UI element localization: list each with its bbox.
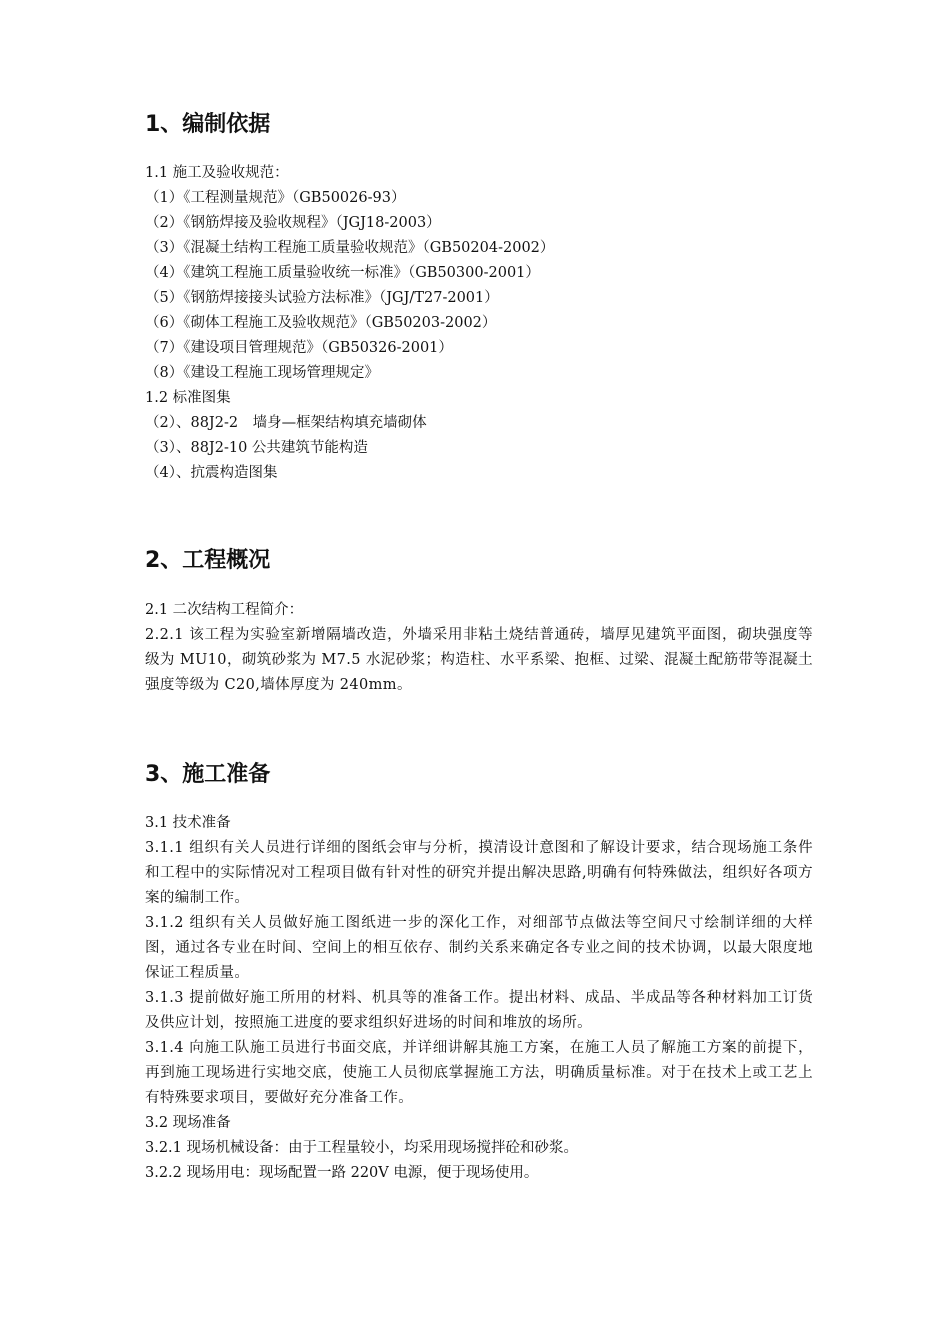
section-1-heading: 1、编制依据 xyxy=(145,112,271,137)
subsection-1-2-title: 1.2 标准图集 xyxy=(145,390,231,406)
paragraph-3-1-1: 3.1.1 组织有关人员进行详细的图纸会审与分析，摸清设计意图和了解设计要求，结合现场施工条件和工程中的实际情况对工程项目做有针对性的研究并提出解决思路,明确有何特殊做法，组织好各项方案的编制工作。 xyxy=(145,840,813,906)
atlas-item-4: （4）、抗震构造图集 xyxy=(145,465,278,481)
paragraph-3-2-2: 3.2.2 现场用电：现场配置一路 220V 电源，便于现场使用。 xyxy=(145,1165,539,1181)
spec-item-1: （1）《工程测量规范》（GB50026-93） xyxy=(145,190,406,206)
spec-item-4: （4）《建筑工程施工质量验收统一标准》（GB50300-2001） xyxy=(145,265,540,281)
section-3-heading: 3、施工准备 xyxy=(145,762,271,787)
spec-item-8: （8）《建设工程施工现场管理规定》 xyxy=(145,365,379,381)
subsection-1-1-title: 1.1 施工及验收规范： xyxy=(145,165,289,181)
paragraph-3-1-4: 3.1.4 向施工队施工员进行书面交底，并详细讲解其施工方案，在施工人员了解施工方案的前提下，再到施工现场进行实地交底，使施工人员彻底掌握施工方法，明确质量标准。对于在技术上或工艺上有特殊要求项目，要做好充分准备工作。 xyxy=(145,1040,813,1106)
spec-item-6: （6）《砌体工程施工及验收规范》（GB50203-2002） xyxy=(145,315,497,331)
subsection-2-1-title: 2.1 二次结构工程简介： xyxy=(145,602,304,618)
atlas-item-2: （2）、88J2-2 墙身—框架结构填充墙砌体 xyxy=(145,415,427,431)
spec-item-7: （7）《建设项目管理规范》（GB50326-2001） xyxy=(145,340,453,356)
spec-item-2: （2）《钢筋焊接及验收规程》（JGJ18-2003） xyxy=(145,215,441,231)
atlas-item-3: （3）、88J2-10 公共建筑节能构造 xyxy=(145,440,368,456)
paragraph-3-1-3: 3.1.3 提前做好施工所用的材料、机具等的准备工作。提出材料、成品、半成品等各种材料加工订货及供应计划，按照施工进度的要求组织好进场的时间和堆放的场所。 xyxy=(145,990,813,1031)
paragraph-3-2-1: 3.2.1 现场机械设备：由于工程量较小，均采用现场搅拌砼和砂浆。 xyxy=(145,1140,579,1156)
section-2-heading: 2、工程概况 xyxy=(145,548,271,573)
paragraph-3-1-2: 3.1.2 组织有关人员做好施工图纸进一步的深化工作，对细部节点做法等空间尺寸绘制详细的大样图，通过各专业在时间、空间上的相互依存、制约关系来确定各专业之间的技术协调，以最大限度地保证工程质量。 xyxy=(145,915,813,981)
spec-item-3: （3）《混凝土结构工程施工质量验收规范》（GB50204-2002） xyxy=(145,240,555,256)
subsection-3-1-title: 3.1 技术准备 xyxy=(145,815,231,831)
subsection-3-2-title: 3.2 现场准备 xyxy=(145,1115,231,1131)
paragraph-2-2-1: 2.2.1 该工程为实验室新增隔墙改造，外墙采用非粘土烧结普通砖，墙厚见建筑平面图，砌块强度等级为 MU10，砌筑砂浆为 M7.5 水泥砂浆；构造柱、水平系梁、抱框、过梁、混凝土配筋带等混凝土强度等级为 C20,墙体厚度为 240mm。 xyxy=(145,627,813,693)
spec-item-5: （5）《钢筋焊接接头试验方法标准》（JGJ/T27-2001） xyxy=(145,290,499,306)
